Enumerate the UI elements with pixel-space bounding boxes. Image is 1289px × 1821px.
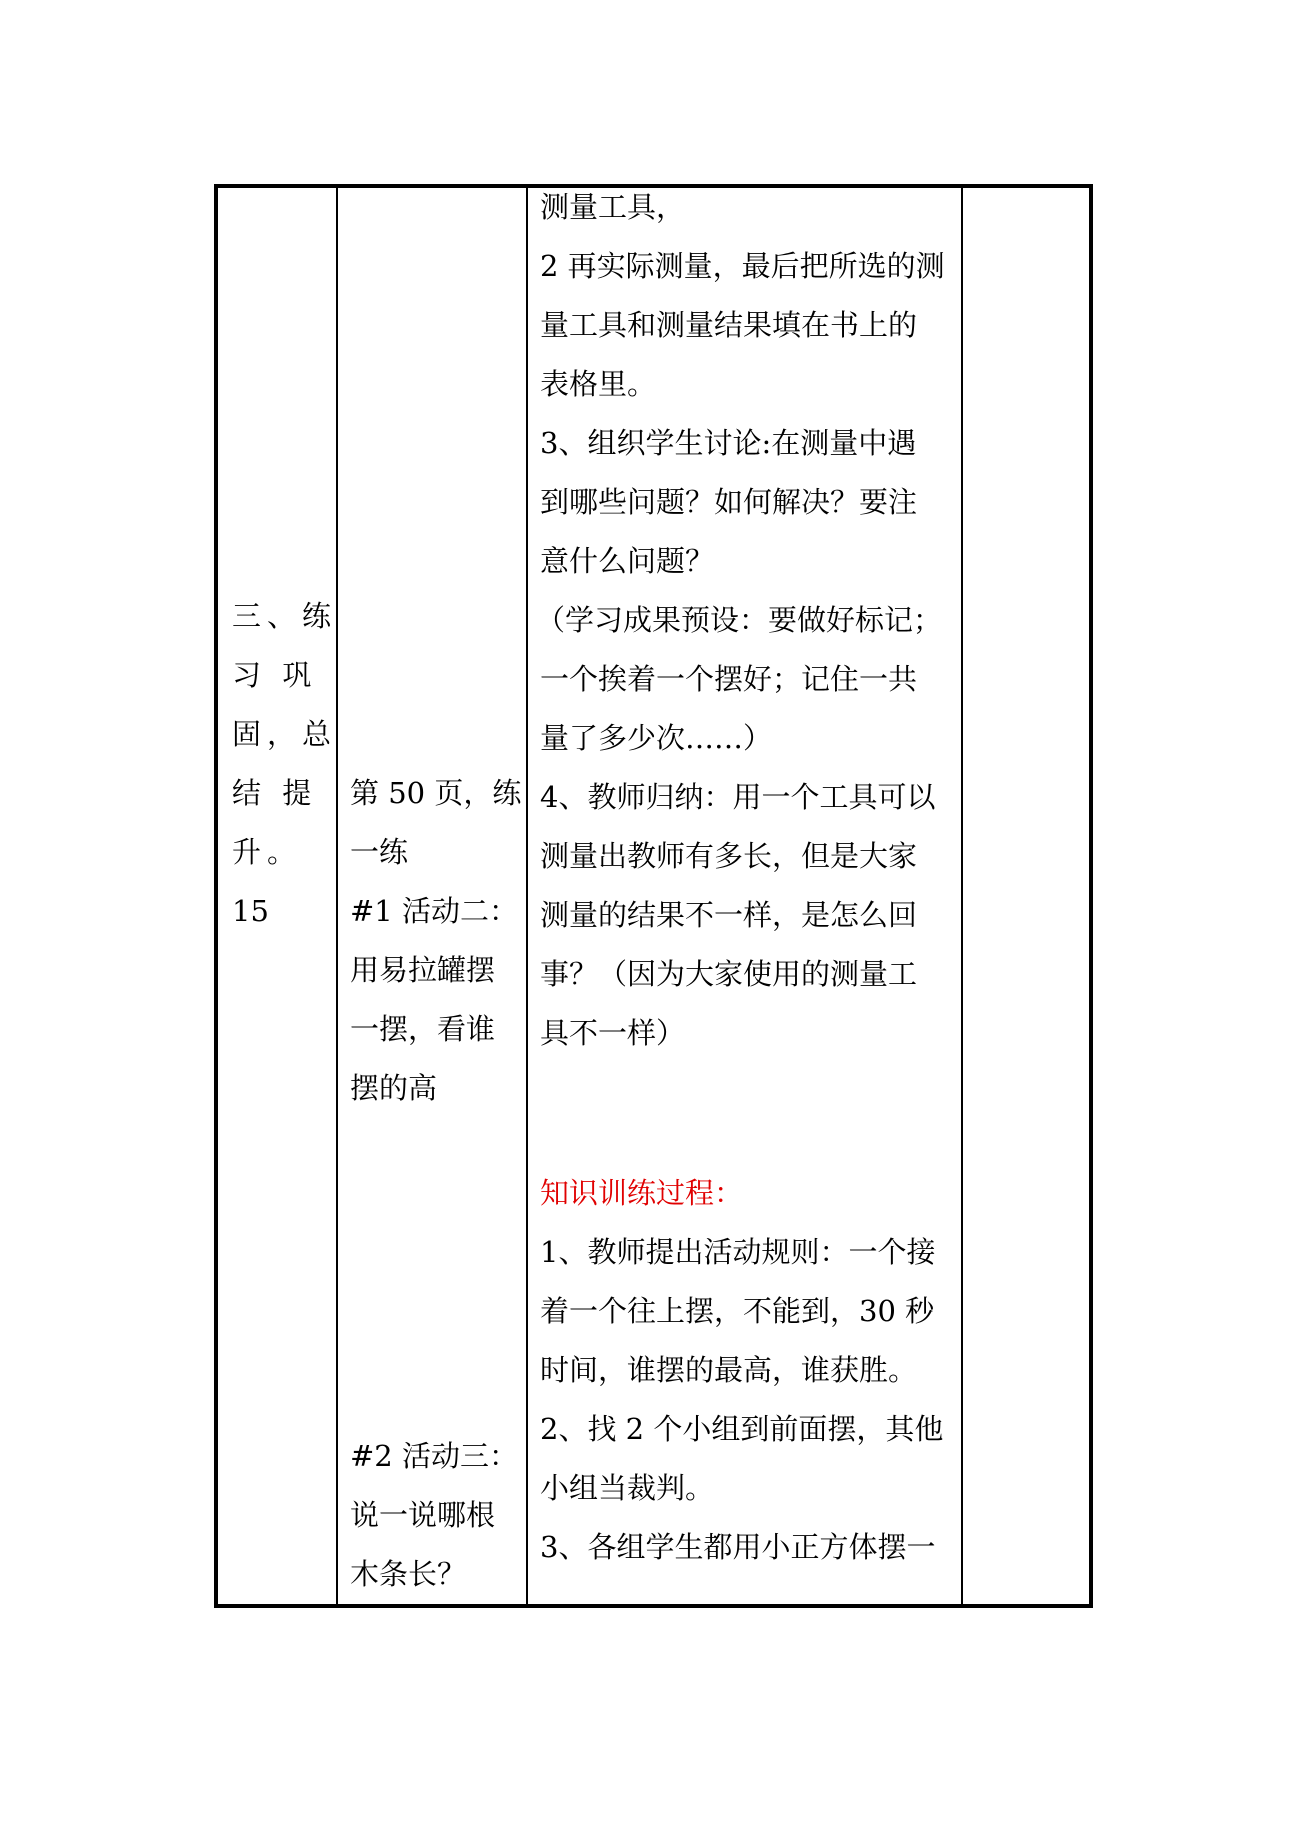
process-line: 测量的结果不一样，是怎么回: [540, 898, 918, 932]
process-line: 4、教师归纳：用一个工具可以: [540, 780, 936, 814]
lesson-plan-table: [214, 184, 1093, 1608]
resource-line: 说一说哪根: [350, 1498, 496, 1532]
process-line: 2、找 2 个小组到前面摆，其他: [540, 1412, 944, 1446]
resource-line: 摆的高: [350, 1071, 438, 1105]
stage-line: 习 巩: [232, 658, 318, 692]
stage-line: 三、练: [232, 599, 338, 633]
stage-line: 15: [232, 894, 269, 928]
stage-cell: [218, 188, 336, 1604]
process-line: 意什么问题？: [540, 544, 715, 578]
stage-line: 固，总: [232, 717, 338, 751]
process-line: 量工具和测量结果填在书上的: [540, 308, 918, 342]
section-heading: 知识训练过程：: [540, 1176, 744, 1210]
resource-line: 一练: [350, 835, 409, 869]
process-line: 3、组织学生讨论:在测量中遇: [540, 426, 917, 460]
process-line: 量了多少次……）: [540, 721, 773, 755]
process-line: 测量出教师有多长，但是大家: [540, 839, 918, 873]
process-line: 测量工具，: [540, 190, 686, 224]
resource-line: #2 活动三：: [350, 1439, 518, 1473]
resource-line: #1 活动二：: [350, 894, 518, 928]
process-line: 小组当裁判。: [540, 1471, 715, 1505]
process-line: 一个挨着一个摆好；记住一共: [540, 662, 918, 696]
process-line: 表格里。: [540, 367, 657, 401]
resource-line: 第 50 页，练: [350, 776, 522, 810]
process-line: 事？（因为大家使用的测量工: [540, 957, 918, 991]
resource-cell: [338, 188, 526, 1604]
resource-line: 木条长？: [350, 1557, 467, 1591]
process-line: 着一个往上摆，不能到，30 秒: [540, 1294, 935, 1328]
process-cell: [528, 188, 961, 1604]
note-cell: [963, 188, 1093, 1604]
resource-line: 用易拉罐摆: [350, 953, 496, 987]
stage-line: 升。: [232, 835, 303, 869]
process-line: 2 再实际测量，最后把所选的测: [540, 249, 945, 283]
resource-line: 一摆，看谁: [350, 1012, 496, 1046]
process-line: 到哪些问题？如何解决？要注: [540, 485, 918, 519]
process-line: 具不一样）: [540, 1016, 686, 1050]
process-line: 时间，谁摆的最高，谁获胜。: [540, 1353, 918, 1387]
process-line: 3、各组学生都用小正方体摆一: [540, 1530, 936, 1564]
stage-line: 结 提: [232, 776, 318, 810]
process-line: 1、教师提出活动规则：一个接: [540, 1235, 936, 1269]
process-line: （学习成果预设：要做好标记；: [536, 603, 943, 637]
